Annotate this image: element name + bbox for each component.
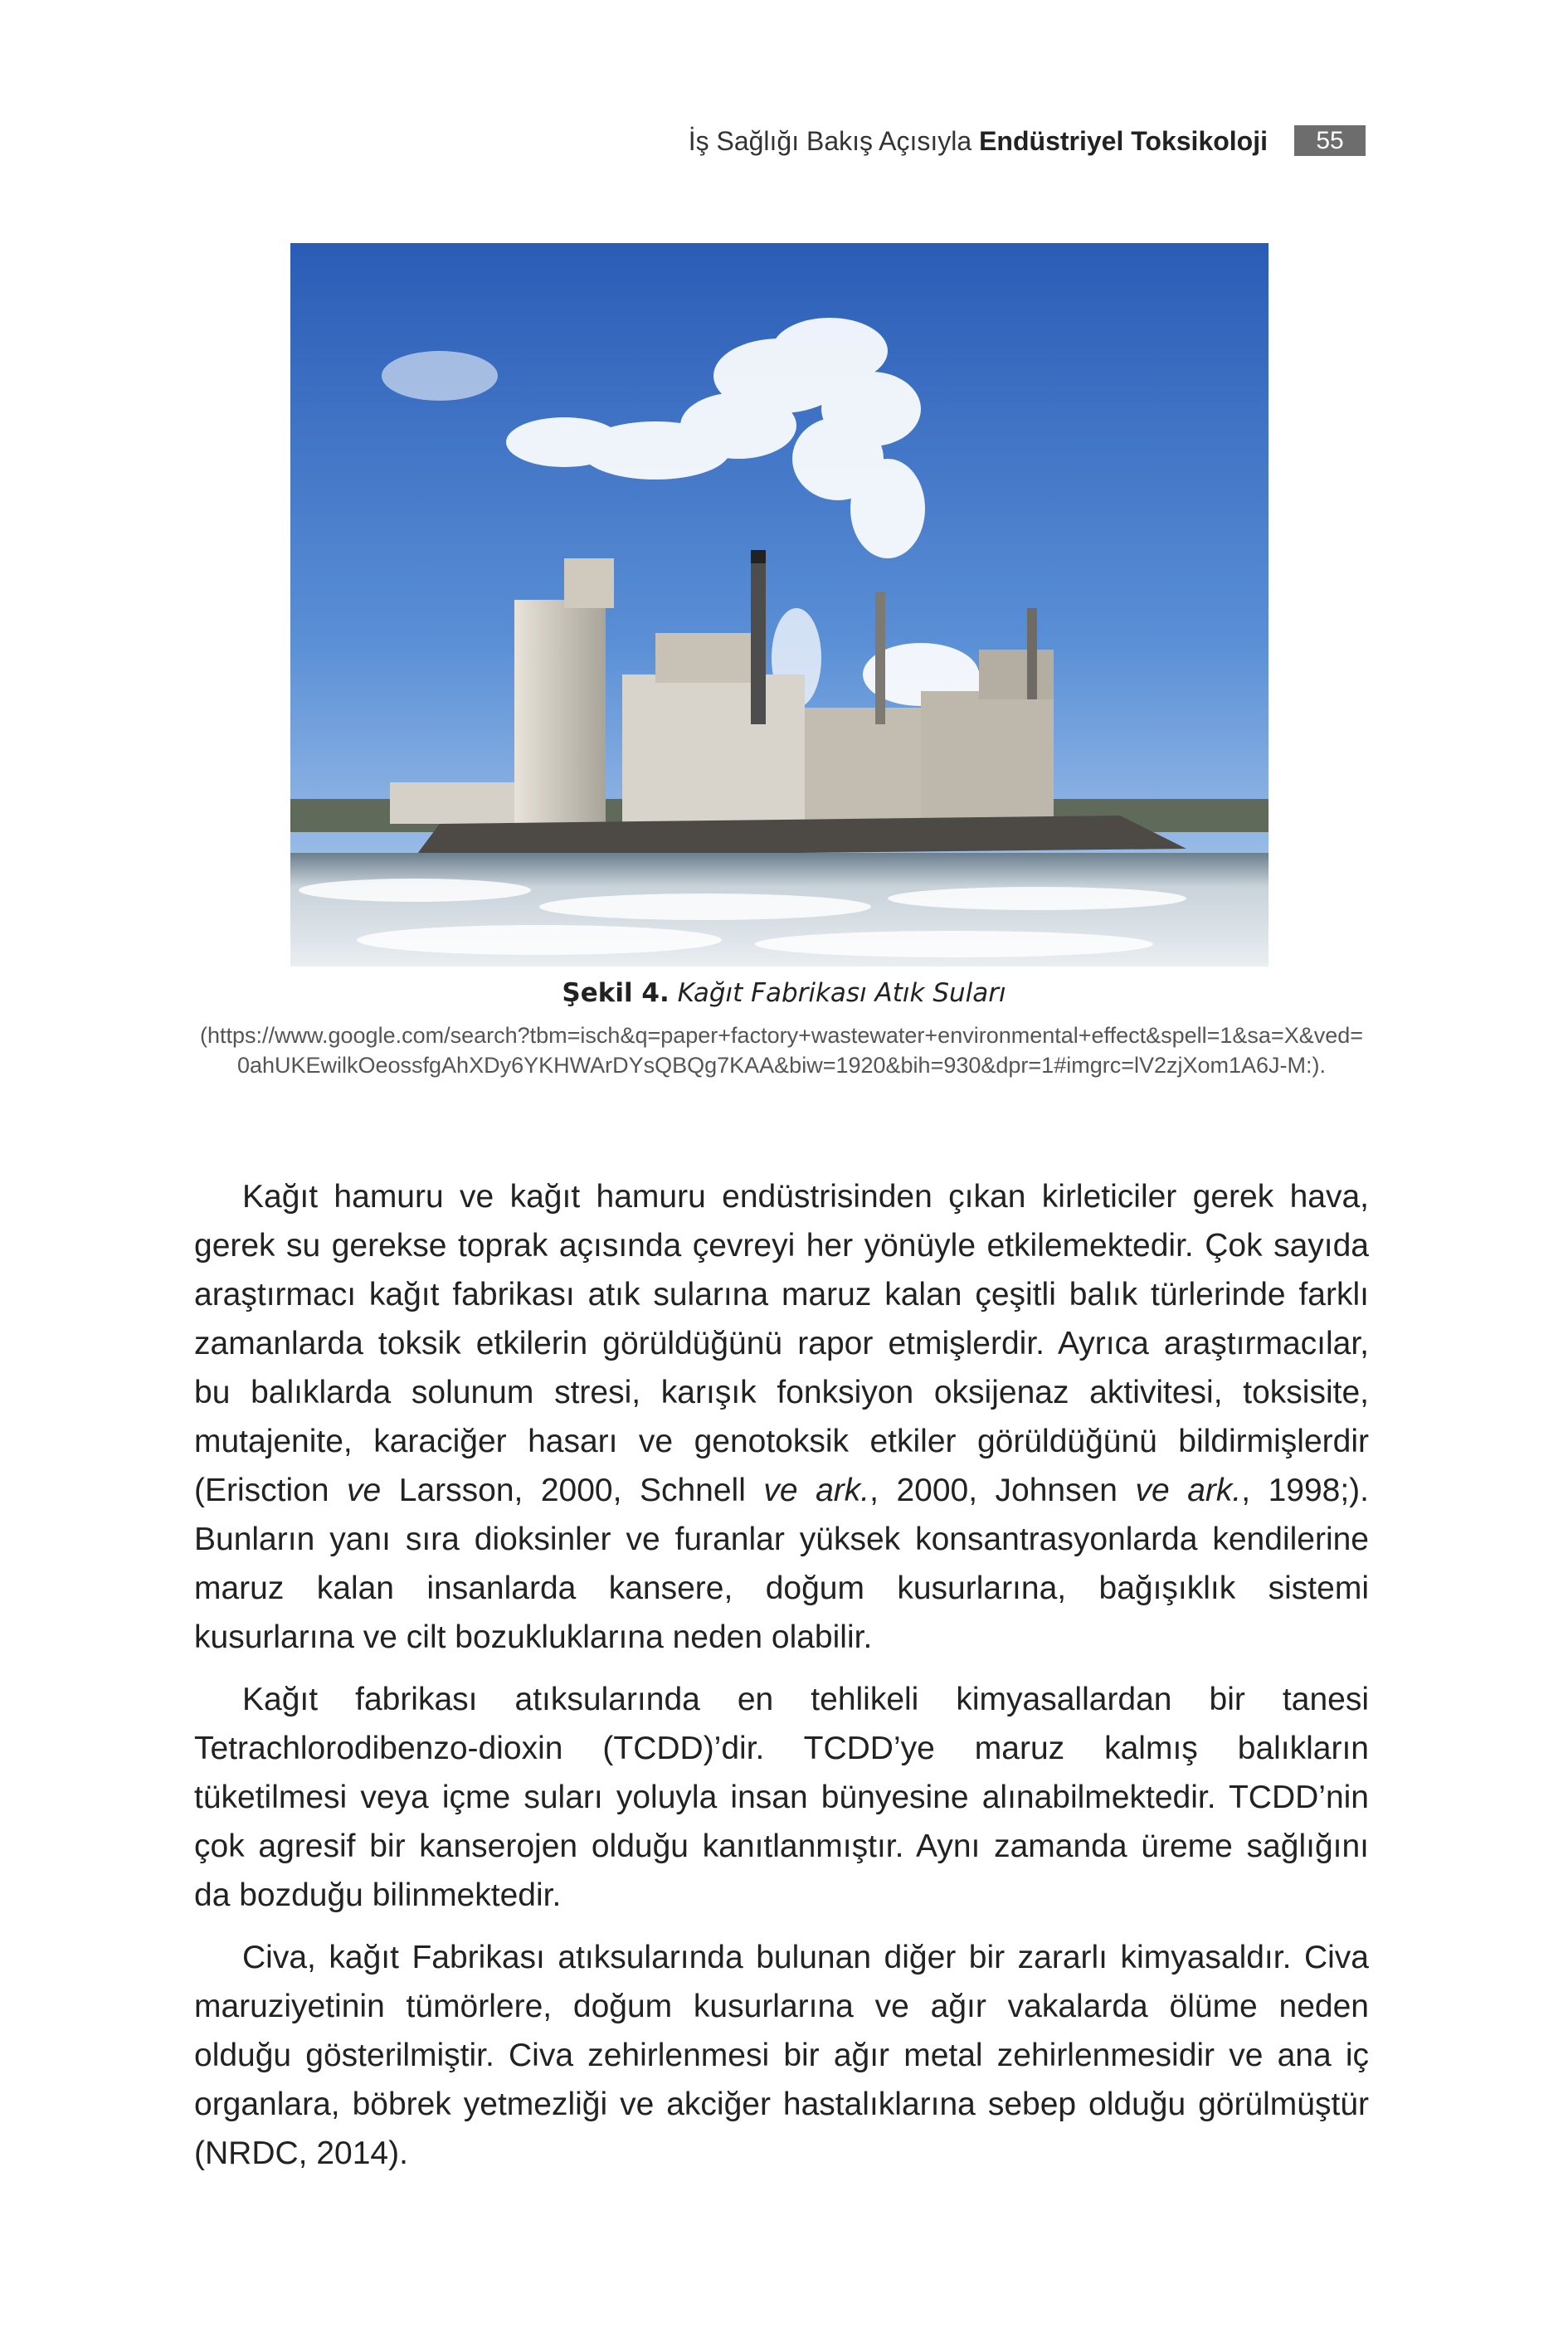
- body-text: [194, 1172, 1369, 2191]
- paragraph-1-part-a: Kağıt hamuru ve kağıt hamuru endüstrisinden çıkan kirleticiler gerek hava, gerek su gerekse toprak açısında çevreyi her yönüyle etkilemektedir. Çok sayıda araştırmacı kağıt fabrikası atık sularına maruz kalan çeşitli balık türlerinde farklı zamanlarda toksik etkilerin görüldüğünü rapor etmişlerdir. Ayrıca araştırmacılar, bu balıklarda solunum stresi, karışık fonksiyon oksijenaz aktivitesi, toksisite, mutajenite, karaciğer hasarı ve genotoksik etkiler görüldüğünü bildirmişlerdir (Erisction: [194, 1179, 1369, 1508]
- running-header: [0, 124, 1366, 158]
- paragraph-3: Civa, kağıt Fabrikası atıksularında bulunan diğer bir zararlı kimyasaldır. Civa maruziyetinin tümörlere, doğum kusurlarına ve ağır vakalarda ölüme neden olduğu gösterilmiştir. Civa zehirlenmesi bir ağır metal zehirlenmesidir ve ana iç organlara, böbrek yetmezliği ve akciğer hastalıklarına sebep olduğu görülmüştür (NRDC, 2014).: [194, 1940, 1369, 2171]
- book-title-bold: Endüstriyel Toksikoloji: [979, 126, 1268, 156]
- paragraph-1-part-b: Larsson, 2000, Schnell: [381, 1473, 764, 1508]
- paragraph-1-part-d: , 1998;). Bunların yanı sıra dioksinler ve furanlar yüksek konsantrasyonlarda kendilerine maruz kalan insanlarda kansere, doğum kusurlarına, bağışıklık sistemi kusurlarına ve cilt bozukluklarına neden olabilir.: [194, 1473, 1369, 1655]
- figure-caption: [191, 975, 1377, 1011]
- book-title-regular: İş Sağlığı Bakış Açısıyla: [688, 126, 980, 156]
- figure-source: (https://www.google.com/search?tbm=isch&q=paper+factory+wastewater+environmental+effect&spell=1&sa=X&ved=0ahUKEwilkOeossfgAhXDy6YKHWArDYsQBQg7KAA&biw=1920&bih=930&dpr=1#imgrc=lV2zjXom1A6J-M:).: [199, 1023, 1364, 1078]
- book-title: [689, 126, 1366, 156]
- paragraph-1-ve: ve: [347, 1473, 382, 1508]
- paragraph-1-ve-ark-1: ve ark.: [763, 1473, 870, 1508]
- paragraph-1-part-c: , 2000, Johnsen: [869, 1473, 1136, 1508]
- factory-photo: [290, 243, 1269, 967]
- page-number: 55: [1294, 125, 1366, 156]
- paragraph-1-ve-ark-2: ve ark.: [1135, 1473, 1242, 1508]
- figure-label: Şekil 4.: [562, 978, 670, 1008]
- figure-title: Kağıt Fabrikası Atık Suları: [677, 978, 1006, 1008]
- paragraph-1: [194, 1172, 1369, 1662]
- paragraph-2: Kağıt fabrikası atıksularında en tehlikeli kimyasallardan bir tanesi Tetrachlorodibenzo-dioxin (TCDD)’dir. TCDD’ye maruz kalmış balıkların tüketilmesi veya içme suları yoluyla insan bünyesine alınabilmektedir. TCDD’nin çok agresif bir kanserojen olduğu kanıtlanmıştır. Aynı zamanda üreme sağlığını da bozduğu bilinmektedir.: [194, 1682, 1369, 1913]
